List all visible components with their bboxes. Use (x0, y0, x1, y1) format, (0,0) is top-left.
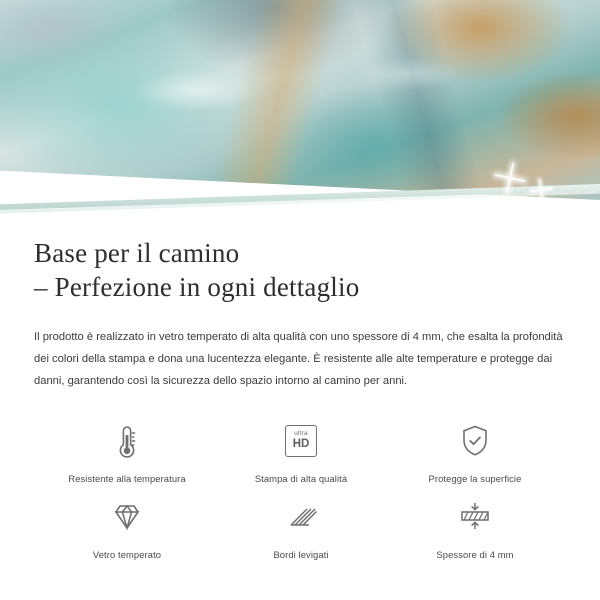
page-title (34, 236, 568, 304)
shield-check-icon (458, 418, 492, 464)
feature-item (214, 494, 388, 560)
thermometer-icon (110, 418, 144, 464)
hero-image (0, 0, 600, 218)
diamond-icon (109, 494, 145, 540)
feature-grid (34, 418, 568, 560)
feature-item (388, 494, 562, 560)
feature-item (40, 418, 214, 484)
feature-label: Bordi levigati (273, 549, 329, 560)
feature-label: Stampa di alta qualità (254, 473, 348, 484)
feature-label: Vetro temperato (92, 549, 162, 560)
feature-label: Resistente alla temperatura (68, 473, 186, 484)
description-paragraph: Il prodotto è realizzato in vetro temperato di alta qualità con uno spessore di 4 mm, che esalta la profondità dei colori della stampa e dona una lucentezza elegante. È resistente alle alte temperature e protegge dai danni, garantendo così la sicurezza dello spazio intorno al camino per anni. (34, 331, 563, 387)
headline-line-1: Base per il camino (34, 238, 240, 268)
feature-item (214, 418, 388, 484)
feature-label: Spessore di 4 mm (436, 549, 514, 560)
polished-edges-icon (283, 494, 319, 540)
thickness-icon (456, 494, 494, 540)
glass-edge-highlight (0, 184, 600, 210)
ultra-hd-icon: ultra HD (285, 418, 317, 464)
feature-item (40, 494, 214, 560)
feature-item (388, 418, 562, 484)
headline-line-2: – Perfezione in ogni dettaglio (34, 272, 360, 302)
marble-artwork (0, 0, 600, 200)
feature-label: Protegge la superficie (428, 473, 522, 484)
content-area (0, 218, 600, 560)
description-text (34, 326, 568, 392)
